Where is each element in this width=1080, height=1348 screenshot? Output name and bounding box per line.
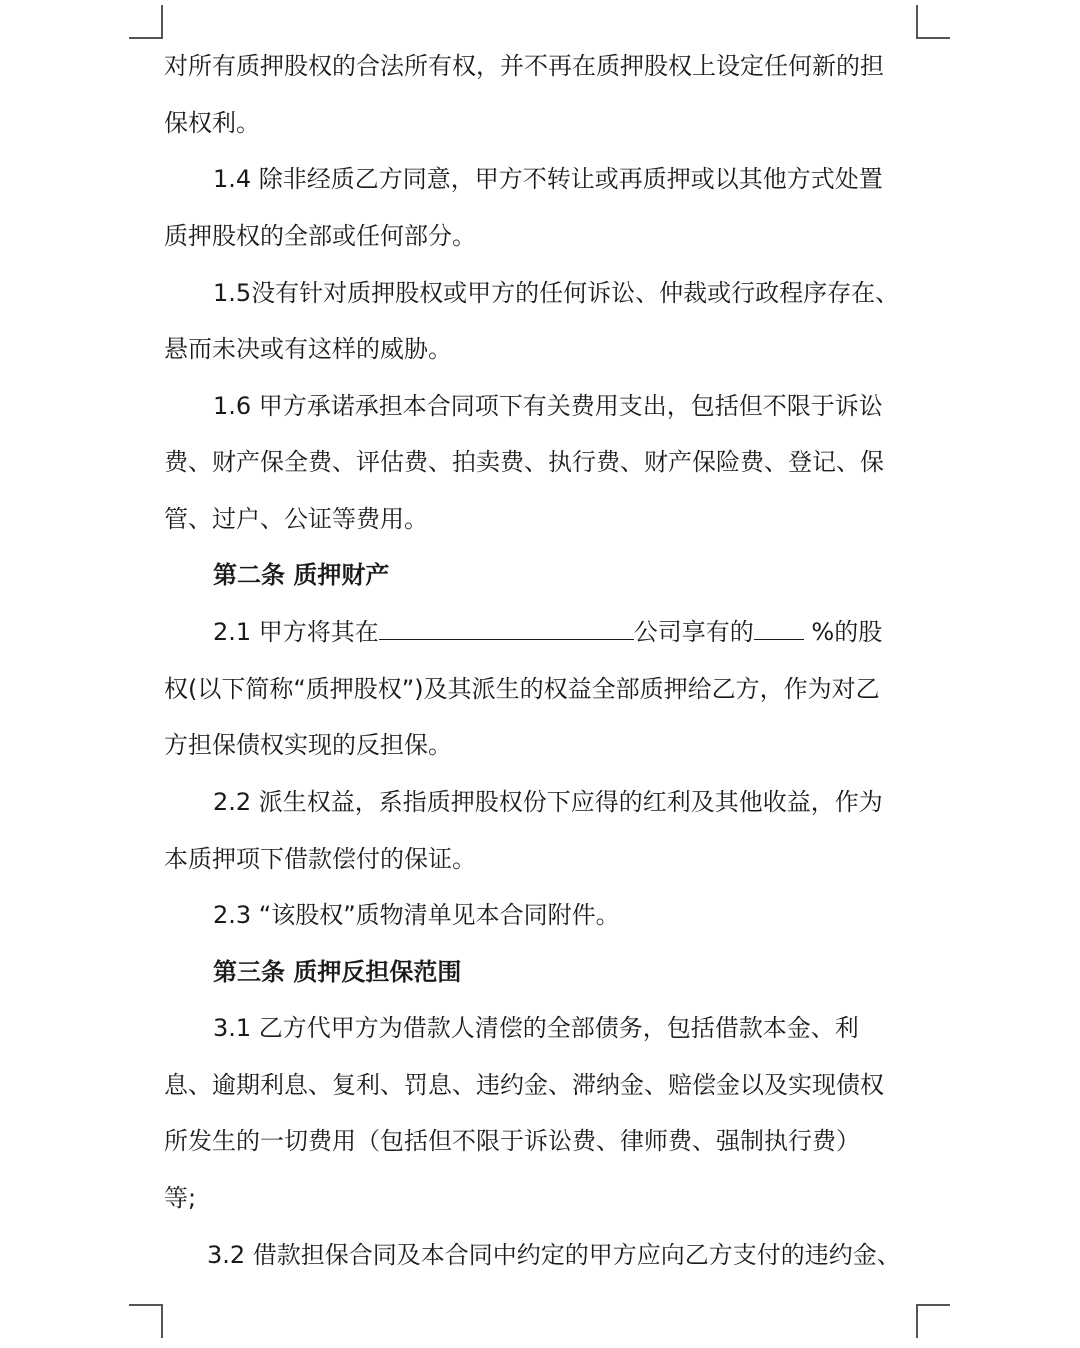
- text-line: 保权利。: [164, 109, 260, 137]
- text-line: 方担保债权实现的反担保。: [164, 731, 452, 759]
- clause-2-1: [213, 615, 882, 649]
- clause-2-1-middle: 公司享有的: [633, 618, 754, 646]
- clause-1-5: 1.5没有针对质押股权或甲方的任何诉讼、仲裁或行政程序存在、: [213, 279, 900, 307]
- text-line: 对所有质押股权的合法所有权，并不再在质押股权上设定任何新的担: [164, 52, 884, 80]
- clause-2-3: 2.3 “该股权”质物清单见本合同附件。: [213, 901, 620, 929]
- clause-3-2: 3.2 借款担保合同及本合同中约定的甲方应向乙方支付的违约金、: [207, 1241, 901, 1269]
- text-line: 权(以下简称“质押股权”)及其派生的权益全部质押给乙方，作为对乙: [164, 675, 880, 703]
- crop-mark-bottom-left: [129, 1304, 163, 1338]
- text-line: 悬而未决或有这样的威胁。: [164, 335, 452, 363]
- clause-2-2: 2.2 派生权益，系指质押股权份下应得的红利及其他收益，作为: [213, 788, 883, 816]
- clause-1-6: 1.6 甲方承诺承担本合同项下有关费用支出，包括但不限于诉讼: [213, 392, 883, 420]
- clause-2-1-prefix: 2.1 甲方将其在: [213, 618, 379, 646]
- company-name-blank: [379, 617, 634, 640]
- article-2-heading: 第二条 质押财产: [213, 561, 390, 589]
- text-line: 等;: [164, 1184, 197, 1212]
- text-line: 管、过户、公证等费用。: [164, 505, 428, 533]
- share-percentage-blank: [754, 617, 804, 640]
- text-line: 质押股权的全部或任何部分。: [164, 222, 476, 250]
- clause-2-1-suffix: %的股: [803, 618, 883, 646]
- text-line: 费、财产保全费、评估费、拍卖费、执行费、财产保险费、登记、保: [164, 448, 884, 476]
- article-3-heading: 第三条 质押反担保范围: [213, 958, 462, 986]
- crop-mark-top-left: [129, 5, 163, 39]
- text-line: 所发生的一切费用（包括但不限于诉讼费、律师费、强制执行费）: [164, 1127, 860, 1155]
- text-line: 本质押项下借款偿付的保证。: [164, 845, 476, 873]
- clause-3-1: 3.1 乙方代甲方为借款人清偿的全部债务，包括借款本金、利: [213, 1014, 859, 1042]
- clause-1-4: 1.4 除非经质乙方同意，甲方不转让或再质押或以其他方式处置: [213, 165, 883, 193]
- crop-mark-top-right: [916, 5, 950, 39]
- crop-mark-bottom-right: [916, 1304, 950, 1338]
- text-line: 息、逾期利息、复利、罚息、违约金、滞纳金、赔偿金以及实现债权: [164, 1071, 884, 1099]
